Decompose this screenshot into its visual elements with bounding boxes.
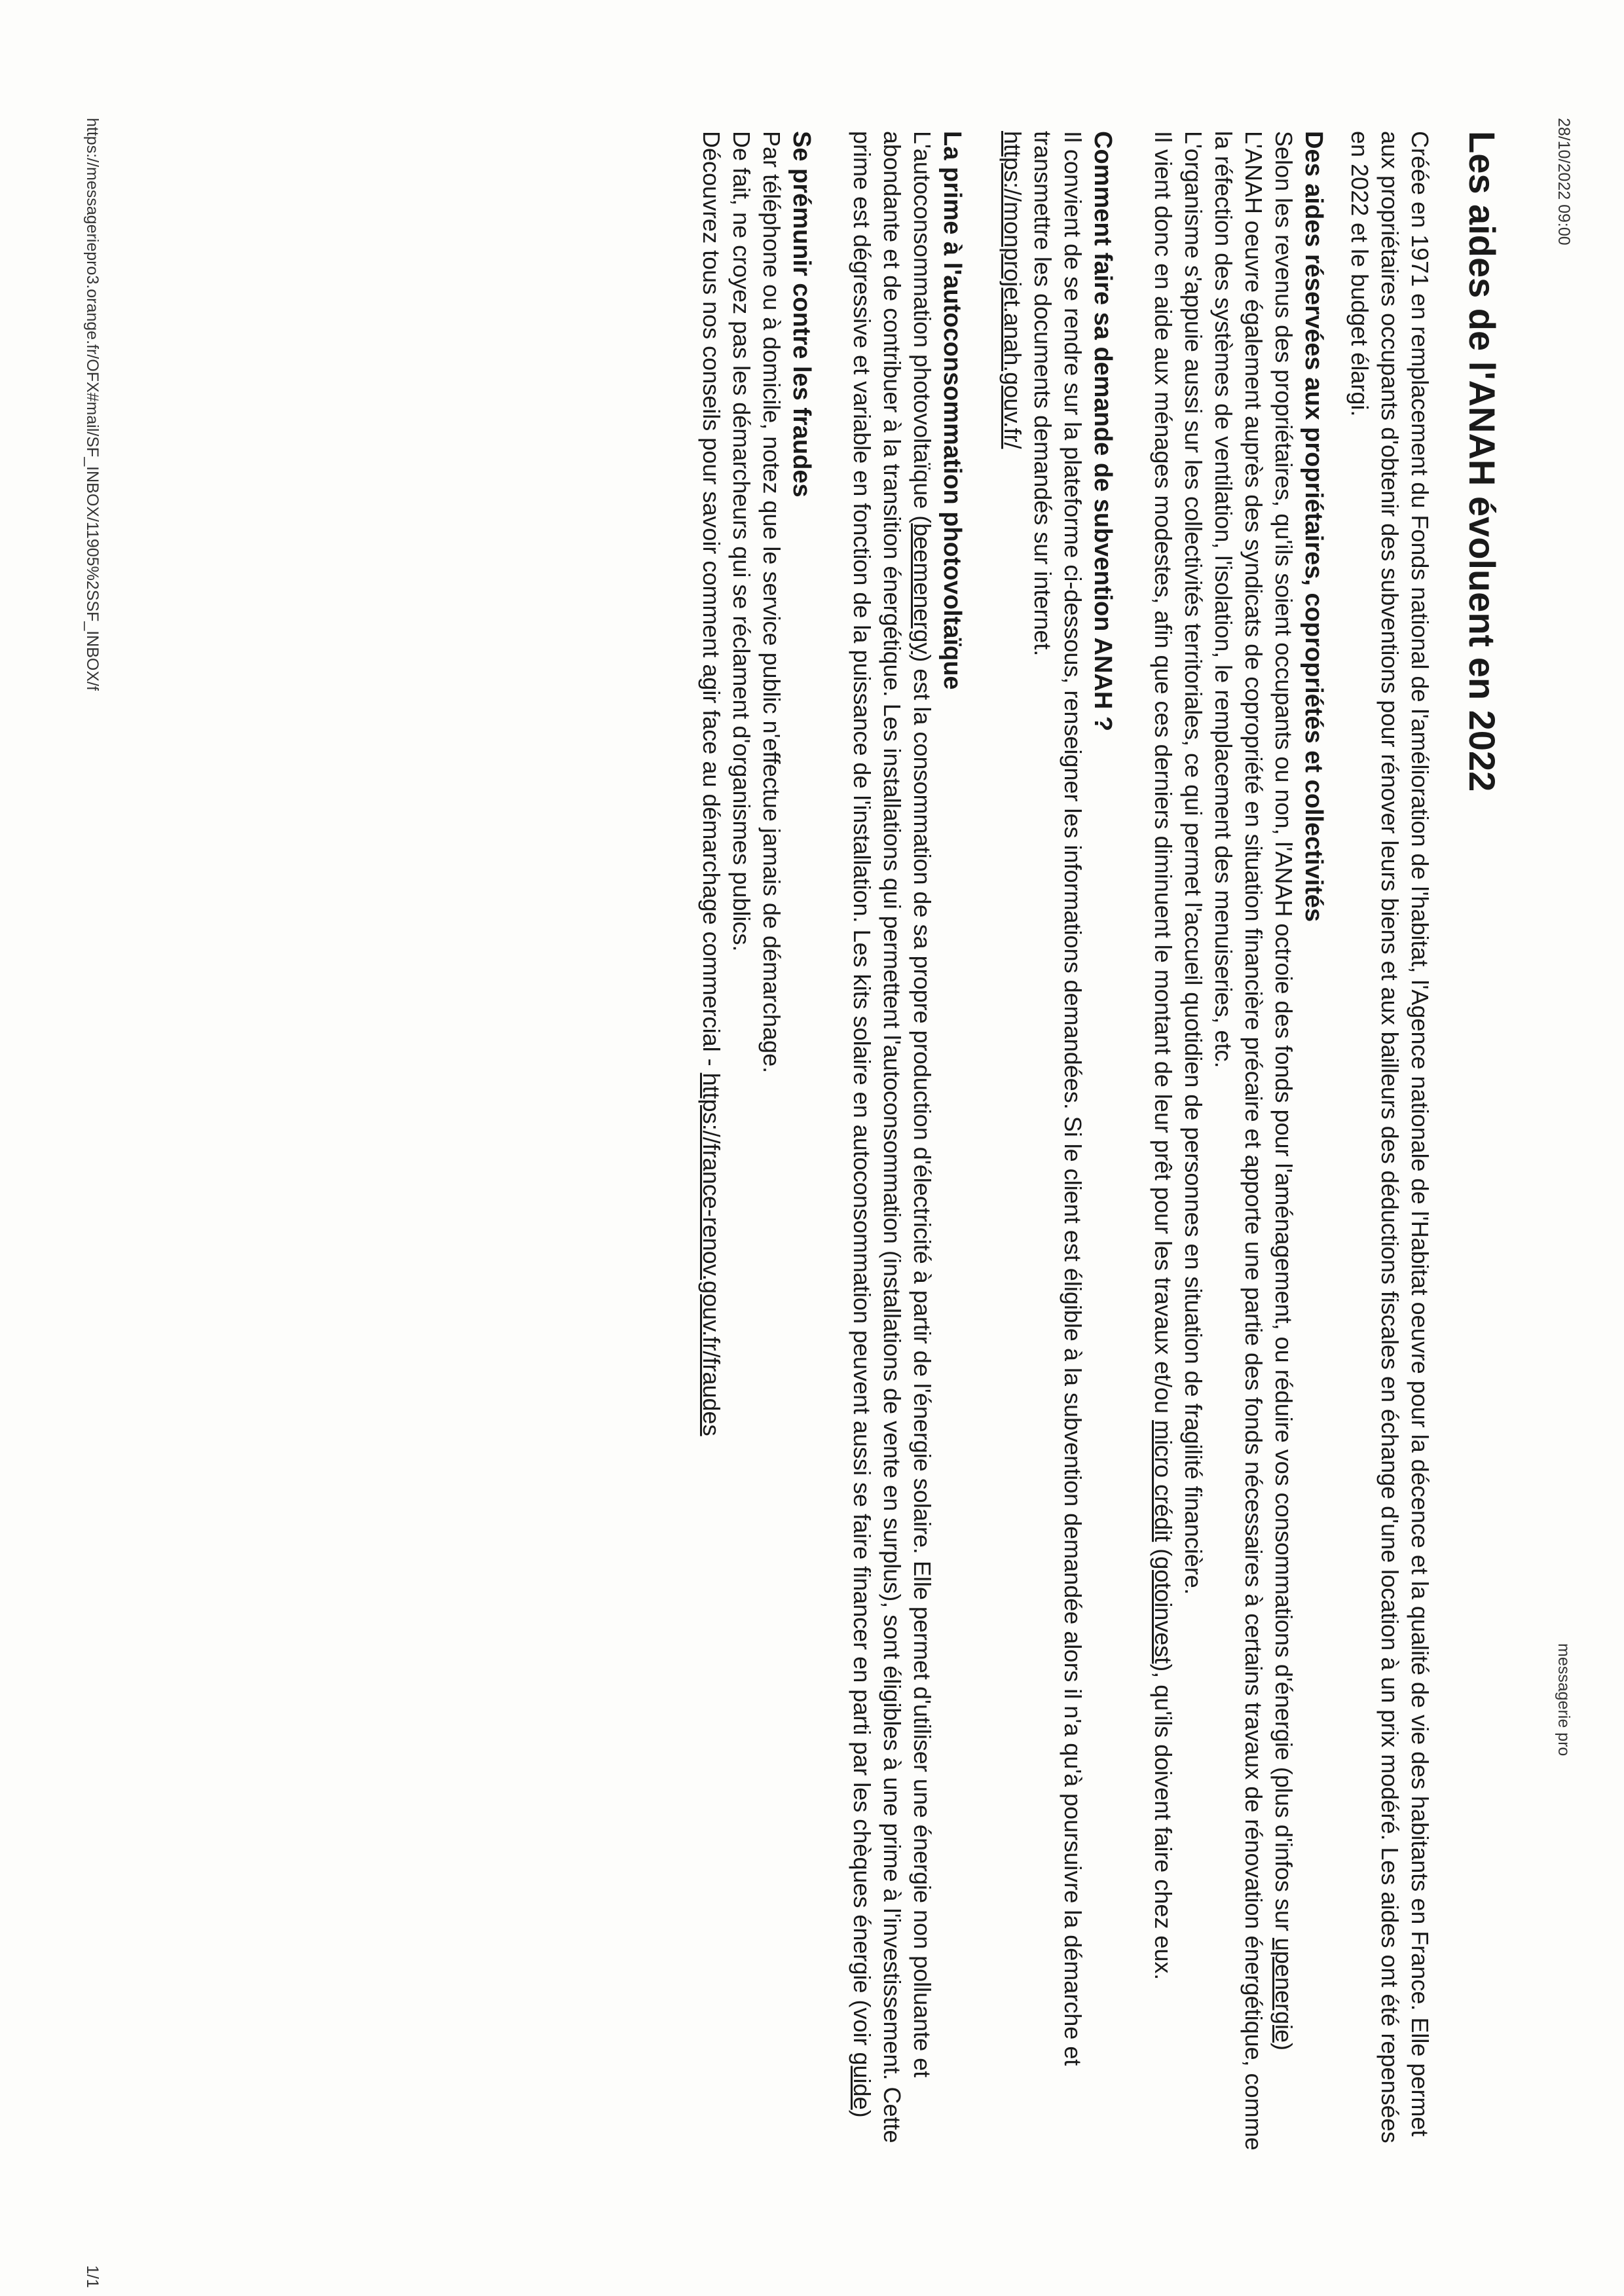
text: ) bbox=[849, 2109, 876, 2118]
micro-credit-link[interactable]: micro crédit bbox=[1150, 1420, 1177, 1542]
upenergie-link[interactable]: upenergie bbox=[1270, 1937, 1297, 2043]
section-heading: La prime à l'autoconsommation photovoltaïque bbox=[938, 131, 966, 690]
print-datetime: 28/10/2022 09:00 bbox=[1555, 118, 1573, 246]
paragraph bbox=[847, 131, 937, 2167]
section-prime-autoconsommation bbox=[847, 131, 967, 2167]
paragraph bbox=[997, 131, 1027, 2167]
text: ), qu'ils doivent faire chez eux. bbox=[1150, 1664, 1177, 1980]
text: ) bbox=[1270, 2043, 1297, 2051]
text: Selon les revenus des propriétaires, qu'ils soient occupants ou non, l'ANAH octroie des fonds pour l'aménagement, ou réduire vos consommations d'énergie (plus d'infos sur bbox=[1270, 131, 1297, 1938]
section-heading: Comment faire sa demande de subvention ANAH ? bbox=[1089, 131, 1116, 732]
section-aides-reservees bbox=[1148, 131, 1329, 2167]
text: ( bbox=[1150, 1542, 1177, 1557]
print-app-name: messagerie pro bbox=[1555, 1643, 1573, 1757]
text: ) est la consommation de sa propre production d'électricité à partir de l'énergie solaire. Elle permet d'utiliser une énergie non polluante et abondante et de contribuer à la transition énergétique. Les installations qui permettent l'autoconsommation (installations de vente en surplus), sont éligibles à une prime à l'investissement. Cette prime est dégressive et variable en fonction de la puissance de l'installation. Les kits solaire en autoconsommation peuvent aussi se faire financer en parti par les chèques énergie (voir bbox=[849, 131, 936, 2143]
section-fraudes bbox=[696, 131, 817, 2167]
monprojet-anah-link[interactable]: https://monprojet.anah.gouv.fr/ bbox=[999, 131, 1026, 449]
paragraph: L'organisme s'appuie aussi sur les collectivités territoriales, ce qui permet l'accueil quotidien de personnes en situation de fragilité financière. bbox=[1180, 131, 1207, 1595]
paragraph: L'ANAH oeuvre également auprès des syndicats de copropriété en situation financière précaire et apporte une partie des fonds nécessaires à certains travaux de rénovation énergétique, comme la réfection des systèmes de ventilation, l'isolation, le remplacement des menuiseries, etc. bbox=[1210, 131, 1267, 2151]
article-body bbox=[696, 131, 1503, 2167]
france-renov-fraudes-link[interactable]: https://france-renov.gouv.fr/fraudes bbox=[698, 1072, 725, 1436]
text: L'autoconsommation photovoltaïque ( bbox=[909, 131, 936, 524]
intro-paragraph: Créée en 1971 en remplacement du Fonds national de l'amélioration de l'habitat, l'Agence nationale de l'Habitat oeuvre pour la décence et la qualité de vie des habitants en France. Elle permet aux propriétaires occupants d'obtenir des subventions pour rénover leurs biens et aux bailleurs des déductions fiscales en échange d'une location à un prix modéré. Les aides ont été repensées en 2022 et le budget élargi. bbox=[1346, 131, 1433, 2143]
text: Il vient donc en aide aux ménages modestes, afin que ces derniers diminuent le montant de leur prêt pour les travaux et/ou bbox=[1150, 131, 1177, 1421]
paragraph bbox=[1148, 131, 1178, 2167]
article-title: Les aides de l'ANAH évoluent en 2022 bbox=[1462, 131, 1503, 792]
paragraph: Il convient de se rendre sur la plateforme ci-dessous, renseigner les informations demandées. Si le client est éligible à la subvention demandée alors il n'a qu'à poursuivre la démarche et transmettre les documents demandés sur internet. bbox=[1029, 131, 1086, 2066]
guide-link[interactable]: guide bbox=[849, 2052, 876, 2110]
text: Découvrez tous nos conseils pour savoir comment agir face au démarchage commercial - bbox=[698, 131, 725, 1073]
paragraph bbox=[696, 131, 726, 2167]
section-heading: Des aides réservées aux propriétaires, copropriétés et collectivités bbox=[1300, 131, 1327, 922]
paragraph bbox=[1268, 131, 1299, 2167]
print-url: https://messageriepro3.orange.fr/OFX#mail/SF_INBOX/11905%2SSF_INBOX/f bbox=[83, 118, 101, 691]
page-number: 1/1 bbox=[83, 2265, 101, 2288]
paragraph: Par téléphone ou à domicile, notez que le service public n'effectue jamais de démarchage. bbox=[758, 131, 785, 1074]
gotoinvest-link[interactable]: gotoinvest bbox=[1150, 1556, 1177, 1664]
paragraph: De fait, ne croyez pas les démarcheurs qui se réclament d'organismes publics. bbox=[728, 131, 755, 952]
section-demande-subvention bbox=[997, 131, 1118, 2167]
section-heading: Se prémunir contre les fraudes bbox=[788, 131, 815, 498]
beemenergy-link[interactable]: beemenergy bbox=[909, 523, 936, 655]
